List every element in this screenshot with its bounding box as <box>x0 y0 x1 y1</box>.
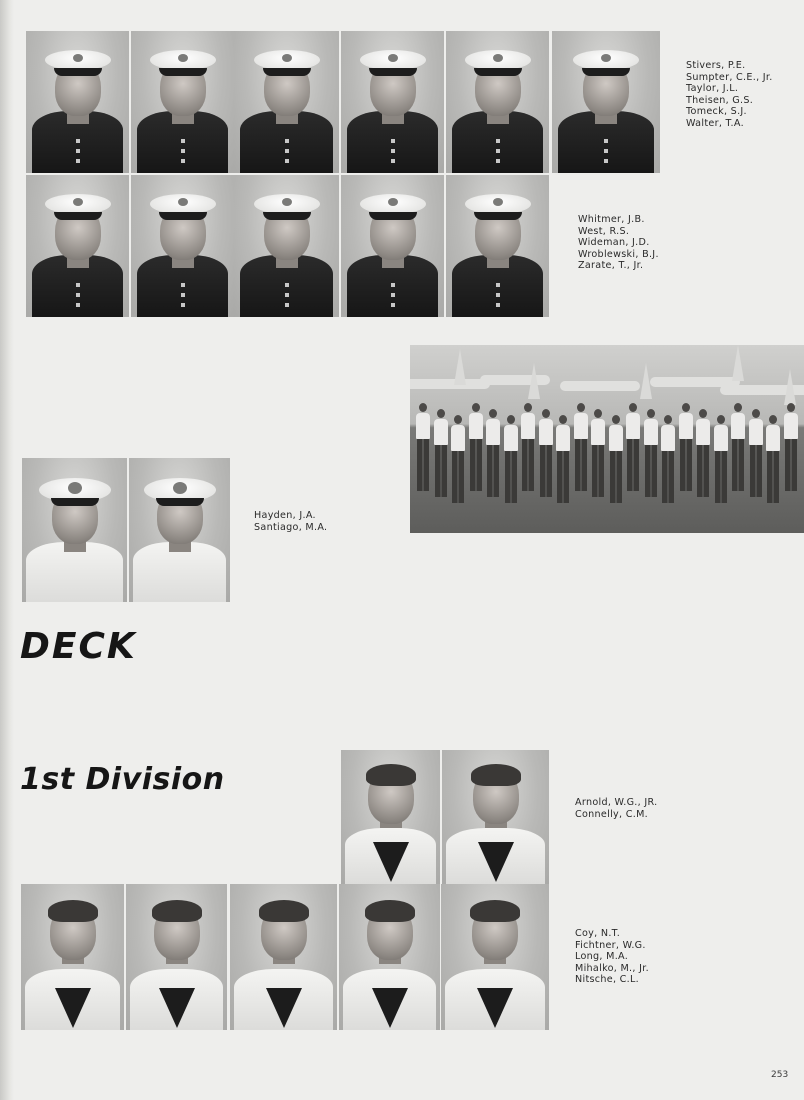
hair <box>48 900 98 922</box>
sailor-figure <box>504 415 518 503</box>
cap-visor <box>159 212 207 220</box>
sailor-figure <box>469 403 483 491</box>
neckerchief <box>373 842 409 882</box>
cap-emblem <box>282 54 292 62</box>
cap-visor <box>474 68 522 76</box>
figure-trousers <box>540 445 552 497</box>
figure-shirt <box>731 413 745 439</box>
portrait-photo <box>131 31 234 173</box>
cap-emblem <box>178 54 188 62</box>
sailor-figure <box>661 415 675 503</box>
name-entry: Mihalko, M., Jr. <box>575 962 649 974</box>
cap-emblem <box>73 54 83 62</box>
figure-trousers <box>610 451 622 503</box>
aircraft-tail <box>528 363 540 399</box>
figure-trousers <box>645 445 657 497</box>
name-entry: Sumpter, C.E., Jr. <box>686 71 773 83</box>
cap-emblem <box>68 482 82 494</box>
name-entry: Hayden, J.A. <box>254 510 316 521</box>
figure-head <box>489 409 497 418</box>
figure-shirt <box>661 425 675 451</box>
figure-trousers <box>575 439 587 491</box>
neckerchief <box>266 988 302 1028</box>
figure-shirt <box>451 425 465 451</box>
figure-head <box>629 403 637 412</box>
name-entry: West, R.S. <box>578 225 630 237</box>
uniform-buttons <box>496 283 500 313</box>
portrait-photo <box>26 31 129 173</box>
cap-visor <box>369 68 417 76</box>
portrait-photo <box>21 884 124 1030</box>
name-entry: Taylor, J.L. <box>686 83 739 95</box>
figure-trousers <box>505 451 517 503</box>
sailor-figure <box>574 403 588 491</box>
portrait-photo <box>446 175 549 317</box>
cap-visor <box>156 498 204 506</box>
figure-head <box>524 403 532 412</box>
figure-shirt <box>539 419 553 445</box>
cap-visor <box>54 212 102 220</box>
cap-visor <box>369 212 417 220</box>
name-entry: Whitmer, J.B. <box>578 214 645 225</box>
portrait-photo <box>341 31 444 173</box>
portrait-photo <box>552 31 660 173</box>
portrait-photo <box>126 884 227 1030</box>
figure-head <box>559 415 567 424</box>
name-entry: Fichtner, W.G. <box>575 939 646 951</box>
cap-emblem <box>173 482 187 494</box>
flight-deck-crew-photo <box>410 345 804 533</box>
name-entry: Long, M.A. <box>575 951 629 963</box>
figure-shirt <box>609 425 623 451</box>
figure-head <box>472 403 480 412</box>
neckerchief <box>159 988 195 1028</box>
aircraft-tail <box>454 349 466 385</box>
portrait-photo <box>446 31 549 173</box>
figure-head <box>454 415 462 424</box>
cap-visor <box>159 68 207 76</box>
uniform-buttons <box>391 283 395 313</box>
figure-shirt <box>556 425 570 451</box>
division-title: 1st Division <box>20 762 225 797</box>
name-entry: Arnold, W.G., JR. <box>575 797 658 808</box>
figure-shirt <box>644 419 658 445</box>
figure-trousers <box>417 439 429 491</box>
name-entry: Wroblewski, B.J. <box>578 248 659 260</box>
uniform-buttons <box>181 139 185 169</box>
figure-shirt <box>749 419 763 445</box>
uniform-buttons <box>181 283 185 313</box>
cap-emblem <box>493 198 503 206</box>
cap-visor <box>582 68 630 76</box>
cap-visor <box>474 212 522 220</box>
figure-trousers <box>487 445 499 497</box>
figure-head <box>594 409 602 418</box>
figure-trousers <box>470 439 482 491</box>
figure-trousers <box>662 451 674 503</box>
figure-head <box>647 409 655 418</box>
name-entry: Coy, N.T. <box>575 928 621 939</box>
cap-emblem <box>601 54 611 62</box>
sailor-figure <box>731 403 745 491</box>
cap-visor <box>263 68 311 76</box>
cap-visor <box>263 212 311 220</box>
figure-trousers <box>750 445 762 497</box>
figure-shirt <box>766 425 780 451</box>
hair <box>152 900 202 922</box>
figure-shirt <box>696 419 710 445</box>
figure-trousers <box>785 439 797 491</box>
figure-head <box>752 409 760 418</box>
figure-trousers <box>732 439 744 491</box>
sailor-figure <box>416 403 430 491</box>
aircraft-tail <box>640 363 652 399</box>
sailor-figure <box>521 403 535 491</box>
figure-trousers <box>715 451 727 503</box>
aircraft-fuselage <box>560 381 640 391</box>
figure-head <box>717 415 725 424</box>
name-entry: Santiago, M.A. <box>254 521 328 533</box>
figure-trousers <box>767 451 779 503</box>
figure-shirt <box>434 419 448 445</box>
figure-shirt <box>679 413 693 439</box>
cap-emblem <box>178 198 188 206</box>
neckerchief <box>478 842 514 882</box>
figure-head <box>419 403 427 412</box>
name-entry: Tomeck, S.J. <box>686 106 747 118</box>
figure-shirt <box>784 413 798 439</box>
figure-head <box>542 409 550 418</box>
sailor-figure <box>714 415 728 503</box>
neckerchief <box>55 988 91 1028</box>
uniform-buttons <box>604 139 608 169</box>
sailor-figure <box>749 409 763 497</box>
sailor-figure <box>591 409 605 497</box>
figure-shirt <box>574 413 588 439</box>
portrait-photo <box>129 458 230 602</box>
figure-head <box>612 415 620 424</box>
name-entry: Wideman, J.D. <box>578 237 650 249</box>
sailor-figure <box>696 409 710 497</box>
cap-emblem <box>73 198 83 206</box>
figure-shirt <box>486 419 500 445</box>
neckerchief <box>372 988 408 1028</box>
portrait-photo <box>339 884 440 1030</box>
portrait-photo <box>234 31 339 173</box>
uniform-buttons <box>496 139 500 169</box>
neckerchief <box>477 988 513 1028</box>
portrait-photo <box>341 175 444 317</box>
uniform-buttons <box>285 283 289 313</box>
figure-trousers <box>435 445 447 497</box>
cap-emblem <box>388 54 398 62</box>
hair <box>365 900 415 922</box>
portrait-photo <box>234 175 339 317</box>
portrait-photo <box>26 175 129 317</box>
sailor-figure <box>451 415 465 503</box>
figure-trousers <box>592 445 604 497</box>
sailor-figure <box>679 403 693 491</box>
name-entry: Nitsche, C.L. <box>575 974 640 986</box>
figure-shirt <box>416 413 430 439</box>
figure-trousers <box>627 439 639 491</box>
sailor-figure <box>644 409 658 497</box>
figure-head <box>769 415 777 424</box>
page-binding-shadow <box>0 0 14 1100</box>
cap-visor <box>51 498 99 506</box>
figure-head <box>437 409 445 418</box>
sailor-figure <box>766 415 780 503</box>
hair <box>366 764 416 786</box>
portrait-photo <box>441 884 549 1030</box>
division-group-2-names <box>575 928 649 986</box>
figure-head <box>734 403 742 412</box>
section-title: DECK <box>20 626 137 667</box>
uniform-buttons <box>76 283 80 313</box>
sailor-figure <box>434 409 448 497</box>
marines-group-2-names <box>578 214 659 272</box>
figure-trousers <box>680 439 692 491</box>
portrait-photo <box>341 750 440 884</box>
uniform-buttons <box>391 139 395 169</box>
figure-shirt <box>626 413 640 439</box>
sailor-figure <box>486 409 500 497</box>
figure-shirt <box>504 425 518 451</box>
uniform-buttons <box>285 139 289 169</box>
sailor-figure <box>539 409 553 497</box>
portrait-photo <box>131 175 234 317</box>
figure-head <box>682 403 690 412</box>
aircraft-fuselage <box>410 379 490 389</box>
marines-group-1-names <box>686 60 773 130</box>
officers-names <box>254 510 327 533</box>
figure-shirt <box>591 419 605 445</box>
portrait-photo <box>22 458 127 602</box>
hair <box>471 764 521 786</box>
aircraft-tail <box>784 369 796 405</box>
figure-trousers <box>522 439 534 491</box>
figure-head <box>507 415 515 424</box>
figure-shirt <box>714 425 728 451</box>
hair <box>259 900 309 922</box>
figure-head <box>699 409 707 418</box>
hair <box>470 900 520 922</box>
cap-emblem <box>388 198 398 206</box>
sailor-figure <box>626 403 640 491</box>
name-entry: Zarate, T., Jr. <box>578 260 644 272</box>
page-number: 253 <box>771 1070 789 1080</box>
name-entry: Stivers, P.E. <box>686 60 746 71</box>
figure-shirt <box>521 413 535 439</box>
sailor-figure <box>556 415 570 503</box>
name-entry: Connelly, C.M. <box>575 808 649 820</box>
figure-head <box>664 415 672 424</box>
figure-head <box>787 403 795 412</box>
cap-emblem <box>493 54 503 62</box>
uniform-buttons <box>76 139 80 169</box>
aircraft-tail <box>732 345 744 381</box>
portrait-photo <box>230 884 337 1030</box>
portrait-photo <box>442 750 549 884</box>
name-entry: Walter, T.A. <box>686 117 744 129</box>
figure-head <box>577 403 585 412</box>
figure-trousers <box>697 445 709 497</box>
figure-shirt <box>469 413 483 439</box>
name-entry: Theisen, G.S. <box>686 94 754 106</box>
division-group-1-names <box>575 797 657 820</box>
cap-emblem <box>282 198 292 206</box>
figure-trousers <box>557 451 569 503</box>
figure-trousers <box>452 451 464 503</box>
cap-visor <box>54 68 102 76</box>
sailor-figure <box>784 403 798 491</box>
sailor-figure <box>609 415 623 503</box>
